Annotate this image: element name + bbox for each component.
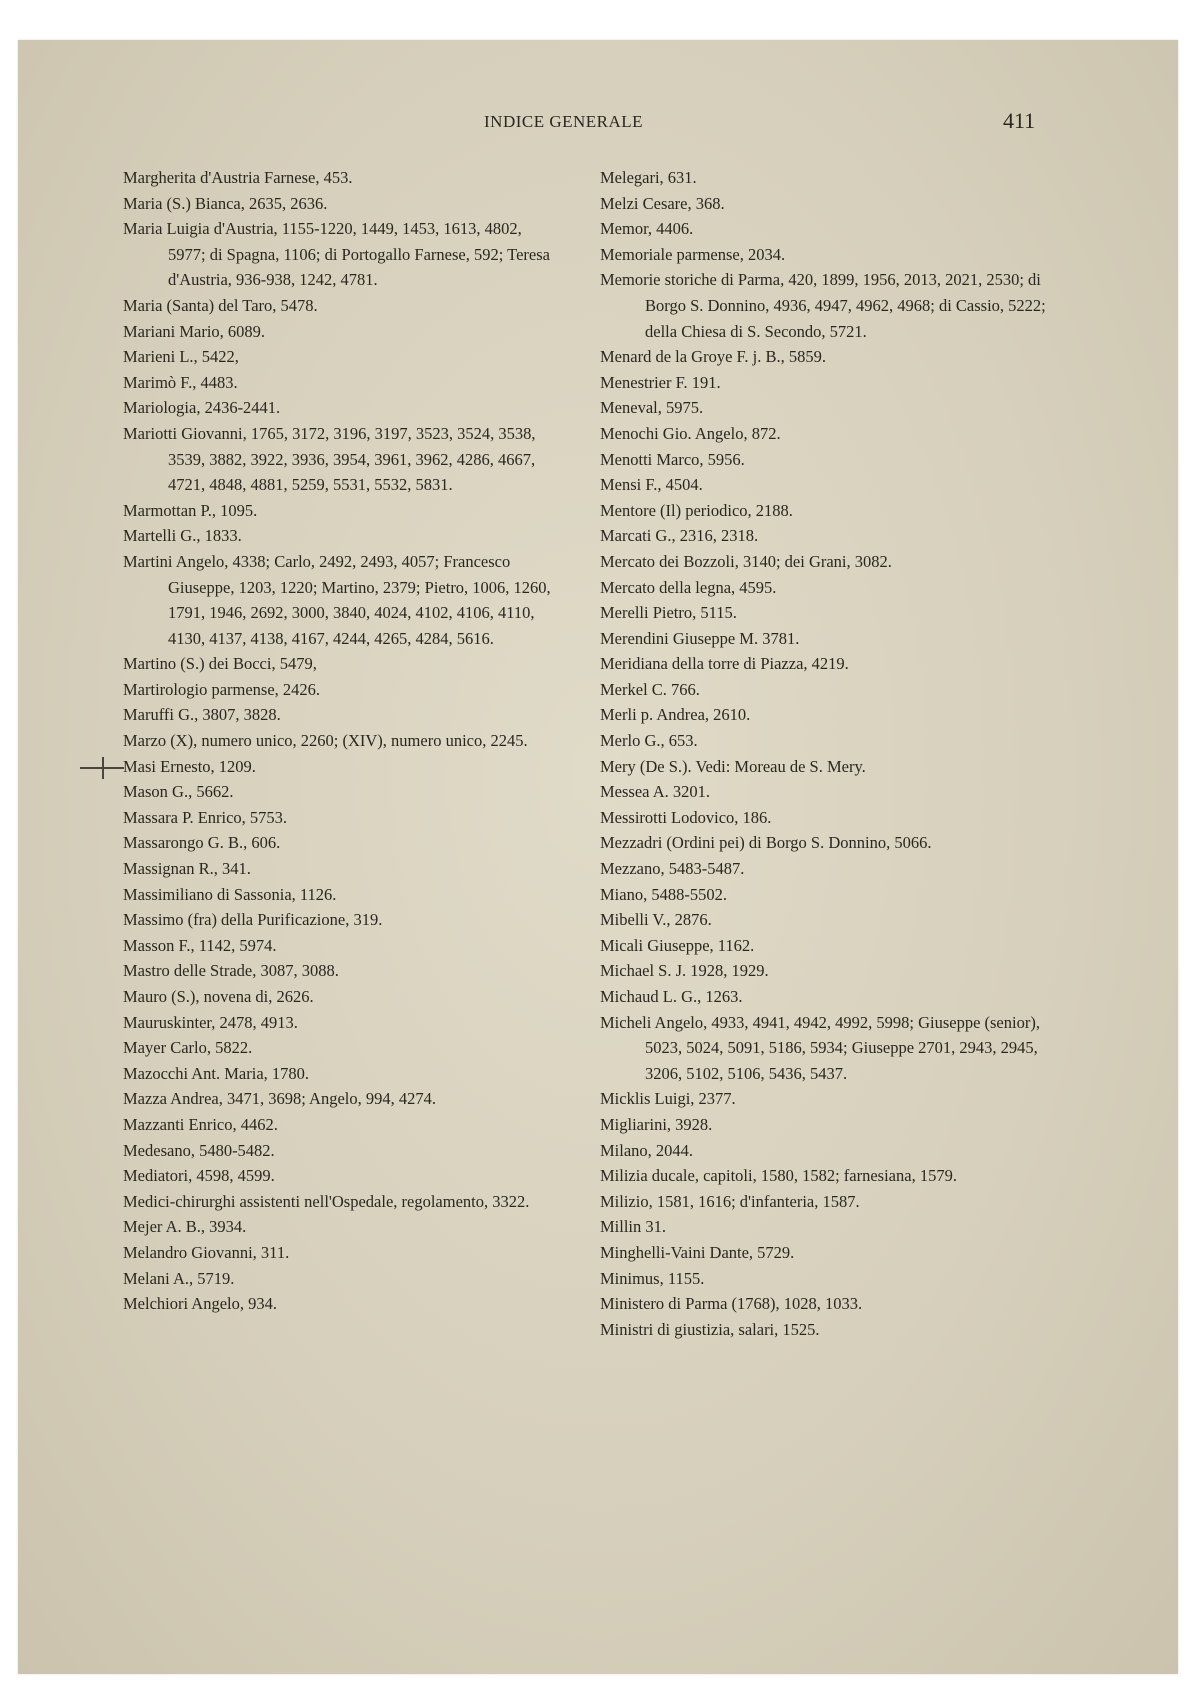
- index-entry: Mazzanti Enrico, 4462.: [123, 1114, 278, 1134]
- index-entry: Mariologia, 2436-2441.: [123, 398, 281, 418]
- running-head: [18, 108, 1178, 142]
- index-entry: Menotti Marco, 5956.: [600, 449, 745, 469]
- index-entry: Mariotti Giovanni, 1765, 3172, 3196, 3197, 3523, 3524, 3538, 3539, 3882, 3922, 3936, 3954, 3961, 3962, 4286, 4667, 4721, 4848, 4881, 5259, 5531, 5532, 5831.: [123, 423, 536, 495]
- index-column-right: [600, 165, 1050, 1342]
- index-entry: Martino (S.) dei Bocci, 5479,: [123, 654, 317, 674]
- index-entry: Mazocchi Ant. Maria, 1780.: [123, 1063, 310, 1083]
- index-entry: Massignan R., 341.: [123, 859, 251, 879]
- index-entry: Mason G., 5662.: [123, 782, 234, 802]
- index-entry: Merendini Giuseppe M. 3781.: [600, 628, 800, 648]
- index-entry: Micali Giuseppe, 1162.: [600, 935, 755, 955]
- index-entry: Mery (De S.). Vedi: Moreau de S. Mery.: [600, 756, 866, 776]
- index-entry: Milizia ducale, capitoli, 1580, 1582; farnesiana, 1579.: [600, 1166, 957, 1186]
- index-entry: Menestrier F. 191.: [600, 372, 721, 392]
- index-entry: Marcati G., 2316, 2318.: [600, 526, 759, 546]
- index-entry: Messirotti Lodovico, 186.: [600, 807, 772, 827]
- index-entry: Micklis Luigi, 2377.: [600, 1089, 736, 1109]
- index-entry: Maruffi G., 3807, 3828.: [123, 705, 281, 725]
- index-entry: Michael S. J. 1928, 1929.: [600, 961, 769, 981]
- index-entry: Mercato dei Bozzoli, 3140; dei Grani, 3082.: [600, 551, 892, 571]
- index-entry: Memoriale parmense, 2034.: [600, 244, 786, 264]
- index-entry: Messea A. 3201.: [600, 782, 710, 802]
- scanned-page: [18, 40, 1178, 1674]
- running-title: INDICE GENERALE: [484, 112, 644, 131]
- index-entry: Masson F., 1142, 5974.: [123, 935, 277, 955]
- index-entry: Massarongo G. B., 606.: [123, 833, 281, 853]
- index-column-left: [123, 165, 563, 1317]
- index-entry: Meneval, 5975.: [600, 398, 704, 418]
- index-entry: Martelli G., 1833.: [123, 526, 242, 546]
- index-entry: Martini Angelo, 4338; Carlo, 2492, 2493, 4057; Francesco Giuseppe, 1203, 1220; Martino, 2379; Pietro, 1006, 1260, 1791, 1946, 2692, 3000, 3840, 4024, 4102, 4106, 4110, 4130, 4137, 4138, 4167, 4244, 4265, 4284, 5616.: [123, 551, 551, 648]
- index-entry: Minimus, 1155.: [600, 1268, 705, 1288]
- index-entry: Marieni L., 5422,: [123, 347, 239, 367]
- index-entry: Masi Ernesto, 1209.: [123, 756, 256, 776]
- index-entry: Memorie storiche di Parma, 420, 1899, 1956, 2013, 2021, 2530; di Borgo S. Donnino, 4936, 4947, 4962, 4968; di Cassio, 5222; della Chiesa di S. Secondo, 5721.: [600, 270, 1046, 341]
- index-entry: Mibelli V., 2876.: [600, 910, 712, 930]
- index-entry: Millin 31.: [600, 1217, 667, 1237]
- index-entry: Medesano, 5480-5482.: [123, 1140, 275, 1160]
- index-entry: Ministri di giustizia, salari, 1525.: [600, 1319, 820, 1339]
- index-entry: Maria Luigia d'Austria, 1155-1220, 1449, 1453, 1613, 4802, 5977; di Spagna, 1106; di Portogallo Farnese, 592; Teresa d'Austria, 936-938, 1242, 4781.: [123, 219, 550, 290]
- index-entry: Milizio, 1581, 1616; d'infanteria, 1587.: [600, 1191, 860, 1211]
- index-entry: Martirologio parmense, 2426.: [123, 679, 321, 699]
- index-entry: Memor, 4406.: [600, 219, 694, 239]
- index-entry: Mezzadri (Ordini pei) di Borgo S. Donnino, 5066.: [600, 833, 932, 853]
- index-entry: Mezzano, 5483-5487.: [600, 859, 745, 879]
- index-entry: Massimiliano di Sassonia, 1126.: [123, 884, 337, 904]
- index-entry: Minghelli-Vaini Dante, 5729.: [600, 1242, 795, 1262]
- index-entry: Mensi F., 4504.: [600, 475, 703, 495]
- index-entry: Merli p. Andrea, 2610.: [600, 705, 751, 725]
- index-entry: Menochi Gio. Angelo, 872.: [600, 423, 781, 443]
- index-entry: Massimo (fra) della Purificazione, 319.: [123, 910, 383, 930]
- index-entry: Merelli Pietro, 5115.: [600, 603, 737, 623]
- index-entry: Ministero di Parma (1768), 1028, 1033.: [600, 1294, 863, 1314]
- index-entry: Melegari, 631.: [600, 168, 697, 187]
- index-entry: Mastro delle Strade, 3087, 3088.: [123, 961, 339, 981]
- index-entry: Medici-chirurghi assistenti nell'Ospedale, regolamento, 3322.: [123, 1191, 530, 1211]
- index-entry: Mejer A. B., 3934.: [123, 1217, 247, 1237]
- index-entry: Milano, 2044.: [600, 1140, 694, 1160]
- index-entry: Mercato della legna, 4595.: [600, 577, 777, 597]
- index-entry: Marzo (X), numero unico, 2260; (XIV), numero unico, 2245.: [123, 731, 528, 751]
- index-entry: Melchiori Angelo, 934.: [123, 1294, 277, 1314]
- index-entry: Michaud L. G., 1263.: [600, 987, 743, 1006]
- index-entry: Massara P. Enrico, 5753.: [123, 807, 288, 827]
- index-entry: Mazza Andrea, 3471, 3698; Angelo, 994, 4274.: [123, 1089, 436, 1109]
- index-entry: Migliarini, 3928.: [600, 1114, 713, 1134]
- index-entry: Merkel C. 766.: [600, 679, 700, 699]
- index-entry: Mariani Mario, 6089.: [123, 321, 266, 341]
- index-entry: Mayer Carlo, 5822.: [123, 1038, 253, 1058]
- index-entry: Meridiana della torre di Piazza, 4219.: [600, 654, 849, 674]
- index-entry: Margherita d'Austria Farnese, 453.: [123, 168, 353, 187]
- index-entry: Merlo G., 653.: [600, 731, 698, 751]
- index-entry: Mentore (Il) periodico, 2188.: [600, 500, 793, 520]
- page-number: 411: [1003, 108, 1036, 133]
- index-entry: Mauro (S.), novena di, 2626.: [123, 987, 314, 1006]
- index-entry: Maria (S.) Bianca, 2635, 2636.: [123, 193, 328, 213]
- index-entry: Mediatori, 4598, 4599.: [123, 1166, 275, 1186]
- index-entry: Menard de la Groye F. j. B., 5859.: [600, 347, 826, 367]
- index-entry: Marimò F., 4483.: [123, 372, 238, 392]
- index-entry: Melzi Cesare, 368.: [600, 193, 725, 213]
- index-entry: Micheli Angelo, 4933, 4941, 4942, 4992, 5998; Giuseppe (senior), 5023, 5024, 5091, 5186, 5934; Giuseppe 2701, 2943, 2945, 3206, 5102, 5106, 5436, 5437.: [600, 1012, 1040, 1083]
- index-entry: Mauruskinter, 2478, 4913.: [123, 1012, 298, 1032]
- index-entry: Maria (Santa) del Taro, 5478.: [123, 295, 318, 315]
- index-entry: Marmottan P., 1095.: [123, 500, 258, 520]
- index-entry: Miano, 5488-5502.: [600, 884, 727, 904]
- index-entry: Melandro Giovanni, 311.: [123, 1242, 290, 1262]
- index-entry: Melani A., 5719.: [123, 1268, 235, 1288]
